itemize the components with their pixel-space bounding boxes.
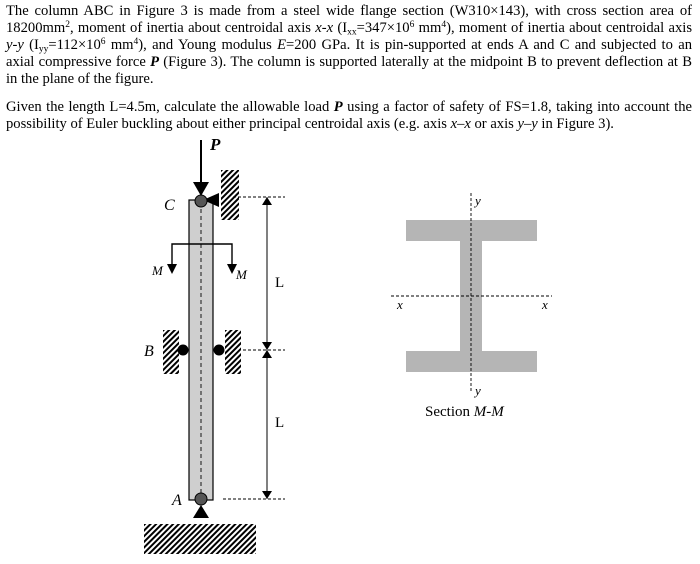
wide-flange-section [391,193,552,392]
axis-label-y-bottom: y [475,383,481,398]
moment-label-left: M [152,263,163,278]
bottom-support-a [144,505,256,554]
column [189,200,213,500]
problem-paragraph-2: Given the length L=4.5m, calculate the allowable load P using a factor of safety of FS=1.8, taking into account the possibility of Euler buckling about either principal centroidal axis (e.g. axis x–x or axis y–y in Figure 3). [6,99,692,132]
axis-label-x-left: x [397,297,403,312]
pin-c [195,195,207,207]
point-label-a: A [172,492,182,509]
section-caption: Section M-M [425,404,504,420]
point-label-c: C [164,197,175,214]
axis-label-x-right: x [542,297,548,312]
pin-a [195,493,207,505]
moment-label-right: M [236,267,247,282]
point-label-b: B [144,343,154,360]
length-label-upper: L [275,275,285,291]
axis-label-y-top: y [475,193,481,208]
length-label-lower: L [275,415,285,431]
problem-paragraph-1: The column ABC in Figure 3 is made from a steel wide flange section (W310×143), with cross section area of $18200mm^2$, moment of inertia about centroidal axis x-x ($I_{xx}=347\times 10^6$ $mm^4$), moment of inertia about centroidal axis y-y ($I_{yy}=112\times 10^6$ $mm^4$), and Young modulus E=200 GPa. It is pin-supported at ends A and C and subjected to an axial compressive force P (Figure 3). The column is supported laterally at the midpoint B to prevent deflection at B in the plane of the figure. [6,3,692,87]
load-arrow [193,140,209,196]
load-label-p: P [210,135,221,154]
